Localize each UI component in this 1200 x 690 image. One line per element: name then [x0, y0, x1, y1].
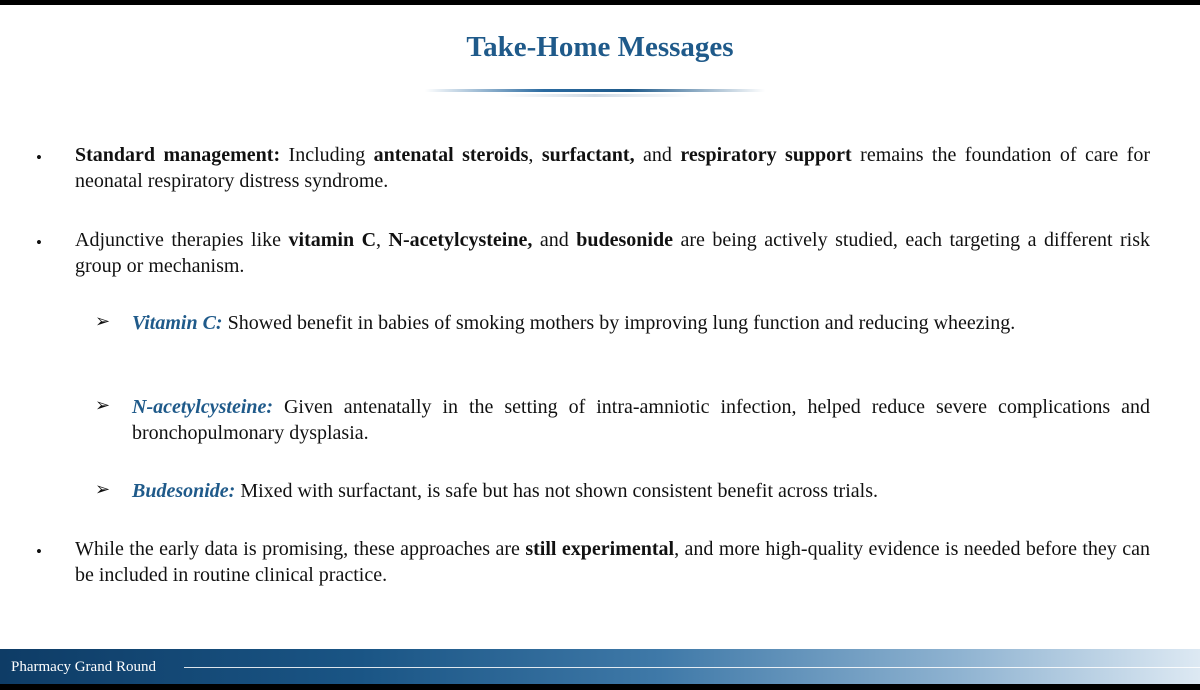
bottom-letterbox	[0, 684, 1200, 690]
arrow-bullet-icon: ➢	[95, 479, 111, 500]
bullet-icon: •	[36, 148, 42, 167]
footer-rule	[184, 667, 1200, 668]
arrow-bullet-icon: ➢	[95, 395, 111, 416]
point-text: Standard management:	[75, 144, 281, 166]
footer-bar	[0, 649, 1200, 684]
subpoint-vitamin-c	[132, 310, 1150, 336]
subpoint-budesonide	[132, 478, 1150, 504]
bullet-icon: •	[36, 542, 42, 561]
point-text: budesonide	[576, 229, 673, 251]
title-underline-shadow	[500, 94, 690, 97]
point-text: Adjunctive therapies like	[75, 229, 289, 251]
point-text: and	[634, 144, 681, 166]
slide-title: Take-Home Messages	[466, 31, 734, 63]
slide	[0, 5, 1200, 684]
point-text: remains the foundation of care for neonatal respiratory distress syndrome.	[75, 144, 1150, 192]
point-term: Budesonide:	[132, 480, 236, 502]
point-text: ,	[376, 229, 389, 251]
point-text: Including	[280, 144, 374, 166]
bullet-icon: •	[36, 233, 42, 252]
point-text: ,	[528, 144, 542, 166]
point-term: N-acetylcysteine:	[132, 396, 274, 418]
subpoint-n-acetylcysteine	[132, 394, 1150, 446]
point-text: Mixed with surfactant, is safe but has not shown consistent benefit across trials.	[235, 480, 878, 502]
point-term: Vitamin C:	[132, 312, 223, 334]
point-text: Given antenatally in the setting of intra-amniotic infection, helped reduce severe complications and bronchopulmonary dysplasia.	[132, 396, 1150, 444]
point-still-experimental	[75, 536, 1150, 588]
point-text: While the early data is promising, these approaches are	[75, 538, 526, 560]
point-text: N-acetylcysteine,	[388, 229, 533, 251]
point-text: vitamin C	[288, 229, 377, 251]
point-standard-management	[75, 142, 1150, 194]
point-adjunctive-therapies	[75, 227, 1150, 279]
point-text: and	[532, 229, 577, 251]
footer-label: Pharmacy Grand Round	[11, 659, 156, 675]
point-text: antenatal steroids	[373, 144, 529, 166]
point-text: , and more high-quality evidence is needed before they can be included in routine clinical practice.	[75, 538, 1150, 586]
point-text: surfactant,	[541, 144, 635, 166]
point-text: are being actively studied, each targeting a different risk group or mechanism.	[75, 229, 1151, 277]
arrow-bullet-icon: ➢	[95, 311, 111, 332]
point-text: respiratory support	[680, 144, 852, 166]
title-underline	[425, 89, 765, 92]
point-text: still experimental	[525, 538, 675, 560]
point-text: Showed benefit in babies of smoking mothers by improving lung function and reducing wheezing.	[222, 312, 1016, 334]
